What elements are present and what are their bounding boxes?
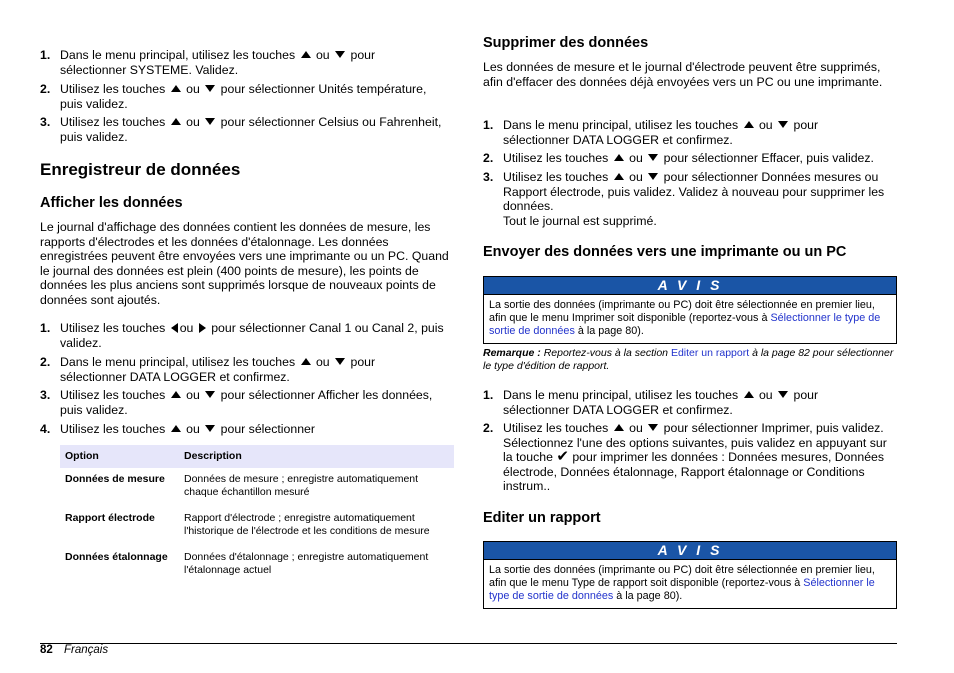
options-table xyxy=(60,445,454,581)
up-arrow-icon xyxy=(171,85,181,92)
down-arrow-icon xyxy=(648,154,658,161)
table-cell: Données d'étalonnage ; enregistre automatiquement l'étalonnage actuel xyxy=(184,551,429,576)
link-selectionner-type-sortie[interactable]: Sélectionner le type de sortie de données xyxy=(489,577,875,602)
editer-title: Editer un rapport xyxy=(483,510,601,526)
page-number: 82 xyxy=(40,644,53,656)
table-row xyxy=(60,503,454,542)
avis-box xyxy=(483,276,897,344)
up-arrow-icon xyxy=(614,173,624,180)
down-arrow-icon xyxy=(648,424,658,431)
link-selectionner-type-sortie[interactable]: Sélectionner le type de sortie de données xyxy=(489,312,881,337)
up-arrow-icon xyxy=(171,391,181,398)
remarque-note: Remarque : Reportez-vous à la section Editer un rapport à la page 82 pour sélectionner le type d'édition de rapport. xyxy=(483,347,894,372)
right-arrow-icon xyxy=(199,323,206,333)
down-arrow-icon xyxy=(205,118,215,125)
supprimer-title: Supprimer des données xyxy=(483,35,649,51)
up-arrow-icon xyxy=(171,118,181,125)
checkmark-key-icon: ✔ xyxy=(556,448,569,465)
up-arrow-icon xyxy=(744,121,754,128)
table-cell: Données de mesure xyxy=(65,473,165,485)
table-row xyxy=(60,542,454,581)
down-arrow-icon xyxy=(335,51,345,58)
avis-body: La sortie des données (imprimante ou PC) doit être sélectionnée en premier lieu, afin que le menu Type de rapport soit disponible (reportez-vous à Sélectionner le type de sortie de données à la page 80). xyxy=(484,559,896,608)
link-editer-un-rapport[interactable]: Editer un rapport xyxy=(670,347,750,359)
avis-label: A V I S xyxy=(484,277,896,294)
down-arrow-icon xyxy=(205,85,215,92)
table-cell: Rapport d'électrode ; enregistre automatiquement l'historique de l'électrode et les conditions de mesure xyxy=(184,512,430,537)
table-header: Description xyxy=(179,445,454,468)
up-arrow-icon xyxy=(301,51,311,58)
up-arrow-icon xyxy=(744,391,754,398)
footer-language: Français xyxy=(64,644,109,656)
avis-body: La sortie des données (imprimante ou PC) doit être sélectionnée en premier lieu, afin que le menu Imprimer soit disponible (reportez-vous à Sélectionner le type de sortie de données à la page 80). xyxy=(484,294,896,343)
envoyer-title: Envoyer des données vers une imprimante ou un PC xyxy=(483,244,847,260)
down-arrow-icon xyxy=(648,173,658,180)
table-header: Option xyxy=(60,445,179,468)
footer-divider xyxy=(40,643,897,644)
down-arrow-icon xyxy=(778,121,788,128)
down-arrow-icon xyxy=(205,425,215,432)
up-arrow-icon xyxy=(171,425,181,432)
table-header-row xyxy=(60,445,454,468)
left-arrow-icon xyxy=(171,323,178,333)
down-arrow-icon xyxy=(335,358,345,365)
up-arrow-icon xyxy=(301,358,311,365)
section-title: Enregistreur de données xyxy=(40,160,241,179)
down-arrow-icon xyxy=(205,391,215,398)
table-cell: Données de mesure ; enregistre automatiquement chaque échantillon mesuré xyxy=(184,473,419,498)
afficher-paragraph: Le journal d'affichage des données contient les données de mesure, les rapports d'électrodes et les données d'étalonnage. Les données enregistrées peuvent être envoyées vers une imprimante ou un PC. Quand le journal des données est plein (400 points de mesure), les points de données les plus anciens sont supprimés lorsque de nouveaux points de données sont ajoutés. xyxy=(40,220,449,307)
avis-label: A V I S xyxy=(484,542,896,559)
footer xyxy=(40,643,108,657)
table-cell: Rapport électrode xyxy=(65,512,155,524)
supprimer-paragraph: Les données de mesure et le journal d'électrode peuvent être supprimés, afin d'effacer des données déjà envoyées vers un PC ou une imprimante. xyxy=(483,60,883,89)
table-cell: Données étalonnage xyxy=(65,551,168,563)
table-row xyxy=(60,468,454,503)
up-arrow-icon xyxy=(614,154,624,161)
avis-box xyxy=(483,541,897,609)
up-arrow-icon xyxy=(614,424,624,431)
down-arrow-icon xyxy=(778,391,788,398)
afficher-title: Afficher les données xyxy=(40,195,183,211)
